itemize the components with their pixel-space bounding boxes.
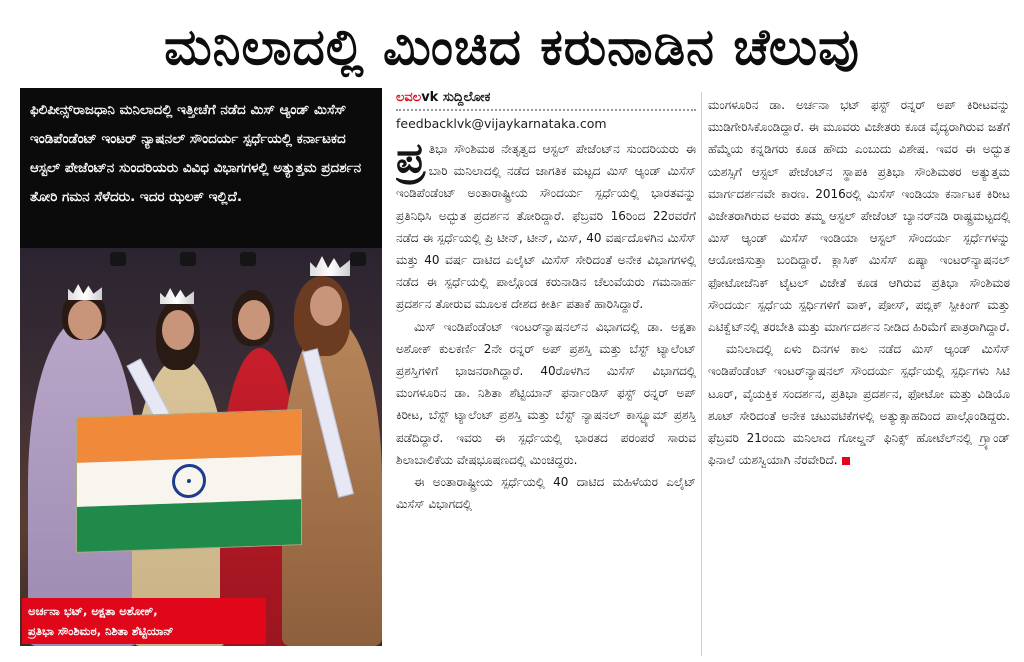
caption-line-2: ಪ್ರತಿಭಾ ಸೌಂಶಿಮಠ, ನಿಶಿತಾ ಶೆಟ್ಟಿಯಾನ್ [28, 624, 174, 638]
byline-vk: vk [421, 90, 439, 105]
article-column-1 [396, 138, 696, 658]
drop-cap: ಪ್ರ [396, 138, 425, 182]
article-column-2 [708, 94, 1010, 658]
column-divider [701, 92, 702, 656]
article-paragraph-2: ಮಿಸ್ ಇಂಡಿಪೆಂಡೆಂಟ್ ಇಂಟರ್‌ನ್ಯಾಷನಲ್‌ನ ವಿಭಾಗದಲ್ಲಿ ಡಾ. ಅಕ್ಷತಾ ಅಶೋಕ್ ಕುಲಕರ್ಣಿ 2ನೇ ರನ್ನರ್ ಅಪ್ ಪ್ರಶಸ್ತಿ ಮತ್ತು ಬೆಸ್ಟ್ ಟ್ಯಾಲೆಂಟ್ ಪ್ರಶಸ್ತಿಗಳಿಗೆ ಭಾಜನರಾಗಿದ್ದಾರೆ. 40ರೊಳಗಿನ ಮಿಸೆಸ್ ವಿಭಾಗದಲ್ಲಿ ಮಂಗಳೂರಿನ ಡಾ. ನಿಶಿತಾ ಶೆಟ್ಟಿಯಾನ್ ಫರ್ನಾಂಡಿಸ್ ಫಸ್ಟ್ ರನ್ನರ್ ಅಪ್ ಕಿರೀಟ, ಬೆಸ್ಟ್ ಟ್ಯಾಲೆಂಟ್ ಪ್ರಶಸ್ತಿ ಮತ್ತು ಬೆಸ್ಟ್ ನ್ಯಾಷನಲ್ ಕಾಸ್ಟ್ಯೂಮ್ ಪ್ರಶಸ್ತಿ ಪಡೆದಿದ್ದಾರೆ. ಇವರು ಈ ಸ್ಪರ್ಧೆಯಲ್ಲಿ ಭಾರತದ ಪರಂಪರೆ ಸಾರುವ ಶಿಲಾಬಾಲಿಕೆಯ ವೇಷಭೂಷಣದಲ್ಲಿ ಮಿಂಚಿದ್ದರು. [396, 319, 696, 467]
article-paragraph-5: ಮನಿಲಾದಲ್ಲಿ ಏಳು ದಿನಗಳ ಕಾಲ ನಡೆದ ಮಿಸ್ ಆ್ಯಂಡ್ ಮಿಸೆಸ್ ಇಂಡಿಪೆಂಡೆಂಟ್ ಇಂಟರ್‌ನ್ಯಾಷನಲ್ ಸೌಂದರ್ಯ ಸ್ಪರ್ಧೆಯಲ್ಲಿ ಸ್ಪರ್ಧಿಗಳು ಸಿಟಿ ಟೂರ್, ವೈಯಕ್ತಿಕ ಸಂದರ್ಶನ, ಪ್ರತಿಭಾ ಪ್ರದರ್ಶನ, ಫೋಟೋ ಮತ್ತು ವಿಡಿಯೊ ಶೂಟ್ ಸೇರಿದಂತೆ ಅನೇಕ ಚಟುವಟಿಕೆಗಳಲ್ಲಿ ಅತ್ಯುತ್ಸಾಹದಿಂದ ಪಾಲ್ಗೊಂಡಿದ್ದರು. ಫೆಬ್ರವರಿ 21ರಂದು ಮನಿಲಾದ ಗೋಲ್ಡನ್ ಫಿನಿಕ್ಸ್ ಹೋಟೆಲ್‌ನಲ್ಲಿ ಗ್ರ್ಯಾಂಡ್ ಫಿನಾಲೆ ಯಶಸ್ವಿಯಾಗಿ ನೆರವೇರಿದೆ. [708, 342, 1010, 468]
byline-rule [396, 109, 696, 111]
byline-lava: ಲವಲ [396, 90, 422, 105]
headline: ಮನಿಲಾದಲ್ಲಿ ಮಿಂಚಿದ ಕರುನಾಡಿನ ಚೆಲುವು [164, 18, 860, 76]
ashoka-chakra-icon [172, 463, 206, 498]
indian-flag [76, 409, 302, 553]
feedback-email[interactable]: feedbacklvk@vijaykarnataka.com [396, 116, 607, 131]
end-mark-icon [842, 457, 850, 465]
byline-section: ಸುದ್ದಿಲೋಕ [442, 90, 491, 105]
caption-line-1: ಅರ್ಚನಾ ಭಟ್, ಅಕ್ಷತಾ ಅಶೋಕ್, [28, 604, 158, 618]
intro-summary-box: ಫಿಲಿಪೀನ್ಸ್‌ರಾಜಧಾನಿ ಮನಿಲಾದಲ್ಲಿ ಇತ್ತೀಚೆಗೆ ನಡೆದ ಮಿಸ್ ಆ್ಯಂಡ್ ಮಿಸೆಸ್ ಇಂಡಿಪೆಂಡೆಂಟ್ ಇಂಟರ್ ನ್ಯಾಷನಲ್ ಸೌಂದರ್ಯ ಸ್ಪರ್ಧೆಯಲ್ಲಿ ಕರ್ನಾಟಕದ ಆಸ್ಟಲ್ ಪೇಜೆಂಟ್‌ನ ಸುಂದರಿಯರು ವಿವಿಧ ವಿಭಾಗಗಳಲ್ಲಿ ಅತ್ಯುತ್ತಮ ಪ್ರದರ್ಶನ ತೋರಿ ಗಮನ ಸೆಳೆದರು. ಇದರ ಝಲಕ್ ಇಲ್ಲಿದೆ. [20, 88, 382, 248]
article-paragraph-3: ಈ ಅಂತಾರಾಷ್ಟ್ರೀಯ ಸ್ಪರ್ಧೆಯಲ್ಲಿ 40 ದಾಟಿದ ಮಹಿಳೆಯರ ಎಲೈಟ್ ಮಿಸೆಸ್ ವಿಭಾಗದಲ್ಲಿ [396, 475, 696, 512]
article-paragraph-1: ತಿಭಾ ಸೌಂಶಿಮಠ ನೇತೃತ್ವದ ಆಸ್ಟಲ್ ಪೇಜೆಂಟ್‌ನ ಸುಂದರಿಯರು ಈ ಬಾರಿ ಮನಿಲಾದಲ್ಲಿ ನಡೆದ ಜಾಗತಿಕ ಮಟ್ಟದ ಮಿಸ್ ಆ್ಯಂಡ್ ಮಿಸೆಸ್ ಇಂಡಿಪೆಂಡೆಂಟ್ ಅಂತಾರಾಷ್ಟ್ರೀಯ ಸೌಂದರ್ಯ ಸ್ಪರ್ಧೆಯಲ್ಲಿ ಭಾರತವನ್ನು ಪ್ರತಿನಿಧಿಸಿ ಅದ್ಭುತ ಪ್ರದರ್ಶನ ತೋರಿದ್ದಾರೆ. ಫೆಬ್ರವರಿ 16ರಿಂದ 22ರವರೆಗೆ ನಡೆದ ಈ ಸ್ಪರ್ಧೆಯಲ್ಲಿ ಪ್ರಿ ಟೀನ್, ಟೀನ್, ಮಿಸ್, 40 ವರ್ಷದೊಳಗಿನ ಮಿಸೆಸ್ ಮತ್ತು 40 ವರ್ಷ ದಾಟಿದ ಎಲೈಟ್ ಮಿಸೆಸ್ ಸೇರಿದಂತೆ ಅನೇಕ ವಿಭಾಗಗಳಲ್ಲಿ ನಡೆದ ಈ ಸ್ಪರ್ಧೆಯಲ್ಲಿ ಪಾಲ್ಗೊಂಡ ಕರುನಾಡಿನ ಚೆಲುವೆಯರು ಗಮನಾರ್ಹ ಪ್ರದರ್ಶನ ತೋರುವ ಮೂಲಕ ದೇಶದ ಕೀರ್ತಿ ಪತಾಕೆ ಹಾರಿಸಿದ್ದಾರೆ. [396, 142, 696, 312]
crown-icon [160, 288, 194, 304]
byline [396, 90, 696, 110]
photo-caption [22, 598, 266, 644]
article-paragraph-4: ಮಂಗಳೂರಿನ ಡಾ. ಅರ್ಚನಾ ಭಟ್ ಫಸ್ಟ್ ರನ್ನರ್ ಅಪ್ ಕಿರೀಟವನ್ನು ಮುಡಿಗೇರಿಸಿಕೊಂಡಿದ್ದಾರೆ. ಈ ಮೂವರು ವಿಜೇತರು ಕೂಡ ವೈದ್ಯರಾಗಿರುವ ಜತೆಗೆ ಹೆಮ್ಮೆಯ ಕನ್ನಡಿಗರು ಕೂಡ ಹೌದು ಎಂಬುದು ವಿಶೇಷ. ಇವರ ಈ ಅದ್ಭುತ ಯಶಸ್ಸಿಗೆ ಆಸ್ಟಲ್ ಪೇಜೆಂಟ್‌ನ ಸ್ಥಾಪಕಿ ಪ್ರತಿಭಾ ಸೌಂಶಿಮಠರ ಅತ್ಯುತ್ತಮ ಮಾರ್ಗದರ್ಶನವೇ ಕಾರಣ. 2016ರಲ್ಲಿ ಮಿಸೆಸ್ ಇಂಡಿಯಾ ಕರ್ನಾಟಕ ಕಿರೀಟ ವಿಜೇತರಾಗಿರುವ ಅವರು ತಮ್ಮ ಆಸ್ಟಲ್ ಪೇಜೆಂಟ್ ಬ್ಯಾನರ್‌ನಡಿ ರಾಷ್ಟ್ರಮಟ್ಟದಲ್ಲಿ ಮಿಸ್ ಆ್ಯಂಡ್ ಮಿಸೆಸ್ ಇಂಡಿಯಾ ಆಸ್ಟಲ್ ಸೌಂದರ್ಯ ಸ್ಪರ್ಧೆಗಳನ್ನು ಆಯೋಜಿಸುತ್ತಾ ಬಂದಿದ್ದಾರೆ. ಕ್ಲಾಸಿಕ್ ಮಿಸೆಸ್ ಏಷ್ಯಾ ಇಂಟರ್‌ನ್ಯಾಷನಲ್ ಫೋಟೋಜೆನಿಕ್ ಟೈಟಲ್ ವಿಜೇತೆ ಕೂಡ ಆಗಿರುವ ಪ್ರತಿಭಾ ಸೌಂಶಿಮಠ ಸೌಂದರ್ಯ ಸ್ಪರ್ಧೆಯ ಸ್ಪರ್ಧಿಗಳಿಗೆ ವಾಕ್, ಪೋಸ್, ಪಬ್ಲಿಕ್ ಸ್ಪೀಕಿಂಗ್ ಮತ್ತು ಎಟಿಕ್ವೆಟ್‌ನಲ್ಲಿ ತರಬೇತಿ ಮತ್ತು ಮಾರ್ಗದರ್ಶನ ನೀಡಿದ ಹಿರಿಮೆಗೆ ಪಾತ್ರರಾಗಿದ್ದಾರೆ. [708, 98, 1010, 335]
